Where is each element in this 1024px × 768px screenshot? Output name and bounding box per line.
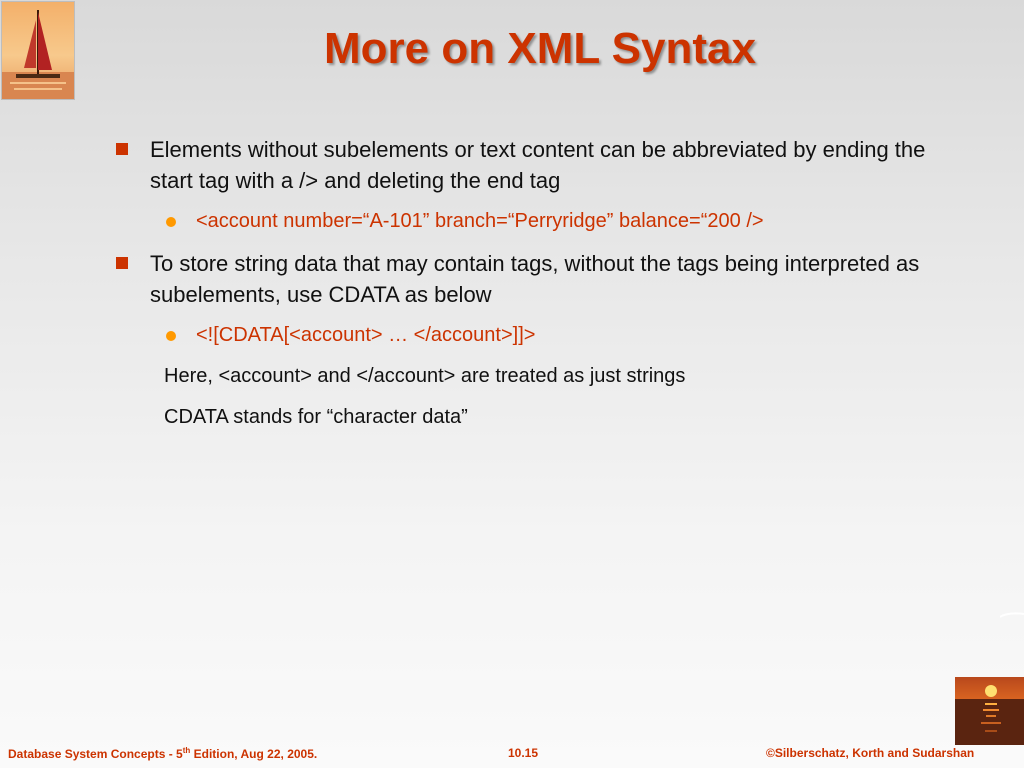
dot-bullet-icon	[166, 217, 176, 227]
bullet-text: To store string data that may contain tags, without the tags being interpreted as subelements, use CDATA as below	[150, 251, 920, 307]
subbullet-text: <account number=“A-101” branch=“Perryridge” balance=“200 />	[196, 210, 764, 232]
sunset-photo-icon	[955, 677, 1024, 745]
footer-book-title	[8, 746, 317, 761]
footer-book-title-suffix: Edition, Aug 22, 2005.	[190, 747, 318, 761]
bullet-item	[150, 248, 950, 310]
footer-book-title-prefix: Database System Concepts - 5	[8, 747, 183, 761]
subbullet-item	[196, 321, 535, 349]
square-bullet-icon	[116, 143, 128, 155]
square-bullet-icon	[116, 257, 128, 269]
note-text: CDATA stands for “character data”	[164, 406, 468, 428]
bullet-item	[150, 134, 950, 196]
footer-book-title-sup: th	[182, 746, 191, 755]
wave-decoration-icon	[1000, 605, 1024, 611]
subbullet-item	[196, 207, 764, 235]
footer-copyright: ©Silberschatz, Korth and Sudarshan	[766, 746, 975, 760]
subbullet-text: <![CDATA[<account> … </account>]]>	[196, 324, 536, 346]
note-text: Here, <account> and </account> are treated as just strings	[164, 365, 686, 387]
dot-bullet-icon	[166, 331, 176, 341]
bullet-text: Elements without subelements or text content can be abbreviated by ending the start tag with a /> and deleting the end tag	[150, 137, 926, 193]
footer-page-number: 10.15	[508, 746, 539, 760]
page-title: More on XML Syntax	[324, 24, 756, 73]
